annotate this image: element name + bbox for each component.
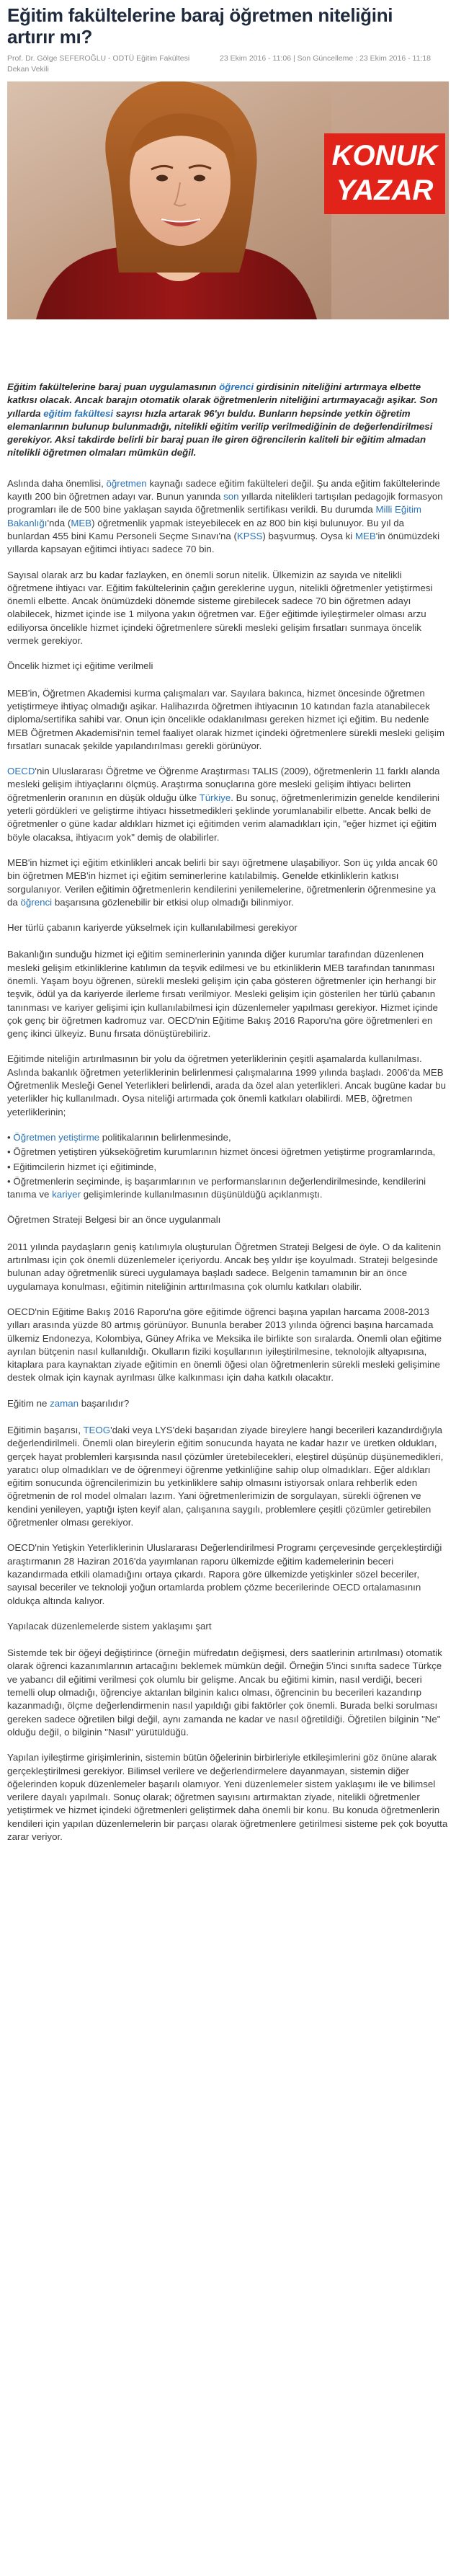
author-line[interactable]: Prof. Dr. Gölge SEFEROĞLU - ODTÜ Eğitim Fakültesi Dekan Vekili <box>7 54 190 74</box>
paragraph: OECD'nin Eğitime Bakış 2016 Raporu'na göre eğitimde öğrenci başına yapılan harcama 2008-2013 yılları arasında yüzde 80 artmış görünüyor. Bununla beraber 2013 yılında öğrenci başına harcamada ülkemiz Endonezya, Kolombiya, Güney Afrika ve Meksika ile birlikte son sıralarda. Önemli olan eğitime ayrılan bütçenin nasıl kullanıldığı. Okulların fiziki koşullarının iyileştirilmesine, teknolojik altyapısına, kitaplara para kaynaktan ziyade eğitimin en önemli öğesi olan öğretmenlerin sürekli mesleki gelişimine destek olmak için kaynak ayrılması ülke kalkınması için daha katkılı olacaktır. <box>7 1306 442 1384</box>
link-kpss[interactable]: KPSS <box>236 530 263 541</box>
subheading: Eğitim ne zaman başarılıdır? <box>7 1397 130 1409</box>
list-item: • Öğretmen yetiştirme politikalarının belirlenmesinde, <box>7 1131 231 1143</box>
badge-line1: KONUK <box>331 140 438 172</box>
link-egitim-fakultesi[interactable]: eğitim fakültesi <box>43 407 114 419</box>
subheading: Her türlü çabanın kariyerde yükselmek için kullanılabilmesi gerekiyor <box>7 922 298 934</box>
paragraph: 2011 yılında paydaşların geniş katılımıyla oluşturulan Öğretmen Strateji Belgesi de öyle. O da kalitenin artırılması için çok önemli düzenlemeler içeriyordu. Ancak beş yıldır işe koyulmadı. Strateji belgesinde bulunan aday öğretmenlik süreci uygulamaya başladı sadece. Belgenin tamamının bir an önce uygulamaya konulması, eğitimin niteliğinin arttırılmasına çok olumlu katkıları olabilir. <box>7 1241 442 1292</box>
list-item: • Öğretmen yetiştiren yükseköğretim kurumlarının hizmet öncesi öğretmen yetiştirme programlarında, <box>7 1146 436 1158</box>
publish-dates: 23 Ekim 2016 - 11:06 | Son Güncelleme : 23 Ekim 2016 - 11:18 <box>220 54 432 63</box>
guest-writer-banner <box>7 81 449 319</box>
link-ogrenci[interactable]: öğrenci <box>219 381 254 392</box>
article-body <box>7 381 449 1856</box>
link-teog[interactable]: TEOG <box>83 1425 111 1435</box>
author-portrait <box>7 81 449 319</box>
badge-line2: YAZAR <box>336 174 434 206</box>
link-zaman[interactable]: zaman <box>50 1397 79 1409</box>
list-item: • Eğitimcilerin hizmet içi eğitiminde, <box>7 1161 157 1172</box>
paragraph: Bakanlığın sunduğu hizmet içi eğitim seminerlerinin yanında diğer kurumlar tarafından düzenlenen mesleki gelişim etkinliklerine katılımın da teşvik edilmesi ve bu etkinliklerin MEB tarafından tanınması önemli. Yaşam boyu öğrenen, sürekli mesleki gelişim için çaba gösteren öğretmenler için herhangi bir teşvik, ödül ya da kariyerde ilerleme fırsatı verilmiyor. Mesleki gelişim için gösterilen her türlü çabanın tanınması ve kariyer gelişimi için kullanılabilmesi için düzenlemeler yapılması gerekiyor. Hizmet içinde çok genç bir öğretmen kadromuz var. OECD'nin Eğitime Bakış 2016 Raporu'na göre öğretmenleri en genç ikinci ülkeyiz. Bunu fırsata dönüştürebiliriz. <box>7 949 438 1040</box>
link-meb[interactable]: MEB <box>354 530 376 541</box>
paragraph: Sistemde tek bir öğeyi değiştirince (örneğin müfredatın değişmesi, ders saatlerinin artırılması) otomatik olarak öğrenci kazanımlarının artacağını beklemek mümkün değil. Örneğin 5'inci sınıfta sadece Türkçe ve yabancı dil eğitimi verilmesi çok olumlu bir gelişme. Ancak bu eğitimi kimin, nasıl verdiği, beceri temelli olup olmadığı, öğrenciye aktarılan bilginin kalıcı olması, öğrencinin bu becerileri kazandırıp kazanmadığı, ölçme değerlendirmenin nasıl yapıldığı gibi faktörler çok önemli. Burada belki sorulması gereken sadece öğretilen bilgi değil, aynı zamanda ne kadar ve nasıl öğretildiği. Öğretilen bilginin "Ne" olduğu değil, o bilginin "Nasıl" yürütüldüğü. <box>7 1647 442 1738</box>
konuk-yazar-badge <box>324 133 445 214</box>
subheading: Öncelik hizmet içi eğitime verilmeli <box>7 660 153 672</box>
link-turkiye[interactable]: Türkiye <box>199 792 231 803</box>
link-ogrenci[interactable]: öğrenci <box>20 896 53 908</box>
subheading: Öğretmen Strateji Belgesi bir an önce uygulanmalı <box>7 1214 221 1226</box>
link-milli-egitim-bakanligi[interactable]: Milli Eğitim Bakanlığı <box>7 504 421 528</box>
paragraph: Aslında daha önemlisi, öğretmen kaynağı sadece eğitim fakülteleri değil. Şu anda eğitim fakültelerinde kayıtlı 200 bin öğretmen adayı var. Bunun yanında son yıllarda nitelikleri tartışılan pedagojik formasyon programları ile de 500 bine yaklaşan sayıda öğretmenlik sertifikası verildi. Bu durumda Milli Eğitim Bakanlığı'nda (MEB) öğretmenlik yapmak isteyebilecek en az 800 bin kişi bulunuyor. Bu yıl da bunlardan 455 bini Kamu Personeli Seçme Sınavı'na (KPSS) başvurmuş. Oysa ki MEB'in önümüzdeki yıllarda kapsayan eğitimci ihtiyacı sadece 70 bin. <box>7 477 443 555</box>
paragraph: OECD'nin Yetişkin Yeterliklerinin Uluslararası Değerlendirilmesi Programı çerçevesinde gerçekleştirdiği araştırmanın 28 Haziran 2016'da yayımlanan raporu ülkemizde eğitim kademelerinin beceri kazandırmada etkili olamadığını ortaya çıkardı. Rapora göre ülkemizde yetişkinler sözel beceriler, sayısal beceriler ve teknoloji yoğun ortamlarda problem çözme becerilerinde OECD ortalamasının oldukça altında kalıyor. <box>7 1542 442 1606</box>
paragraph: Sayısal olarak arz bu kadar fazlayken, en önemli sorun nitelik. Ülkemizin az sayıda ve nitelikli öğretmene ihtiyacı var. Eğitim fakültelerinin çağın gereklerine uygun, nitelikli öğretmenler yetiştirmesi önemli elbette. Ancak önümüzdeki dönemde sisteme girebilecek sadece 70 bin öğretmen adayı olabilecek, hizmet içinde ise 1 milyona yakın öğretmen var. Eğer eğitimde iyileştirmeler olması arzu ediliyorsa öncelikle hizmet içindeki öğretmenlere sürekli mesleki gelişim fırsatları sunmaya öncelik vermek gerekiyor. <box>7 569 433 647</box>
subheading: Yapılacak düzenlemelerde sistem yaklaşımı şart <box>7 1620 212 1632</box>
link-kariyer[interactable]: kariyer <box>52 1189 81 1200</box>
competency-list <box>7 1131 449 1201</box>
link-ogretmen[interactable]: öğretmen <box>106 477 147 489</box>
paragraph: MEB'in hizmet içi eğitim etkinlikleri ancak belirli bir sayı öğretmene ulaşabiliyor. Son üç yılda ancak 60 bin öğretmen MEB'in hizmet içi eğitim seminerlerine katılabilmiş. Genelde etkinliklerin katkısı sorgulanıyor. Verilen eğitimin öğretmenlerin kendilerini yenilemelerine, öğretmenlerin öğrenmesine ya da öğrenci başarısına gözlenebilir bir etkisi olup olmadığı bilinmiyor. <box>7 857 438 908</box>
link-ogretmen-yetistirme[interactable]: Öğretmen yetiştirme <box>13 1131 100 1143</box>
list-item: • Öğretmenlerin seçiminde, iş başarımlarının ve performanslarının değerlendirilmesinde, kendilerini tanıma ve kariyer gelişimlerinde kullanılmasının düşünüldüğü açıklanmıştı. <box>7 1175 426 1200</box>
article-lead: Eğitim fakültelerine baraj puan uygulamasının öğrenci girdisinin niteliğini artırmaya elbette katkısı olacak. Ancak barajın otomatik olarak öğretmenlerin niteliğini artırmayacağı aşikar. Son yıllarda eğitim fakültesi sayısı hızla artarak 96'yı buldu. Bunların hepsinde yetkin öğretim elemanlarının bulunup bulunmadığı, nitelikli eğitim verilip verilmediğinin de değerlendirilmesi gerekiyor. Aksi takdirde belirli bir baraj puan ile giren öğrencilerin kaliteli bir eğitim almadan nitelikli öğretmen olmaları mümkün değil. <box>7 381 438 459</box>
link-meb[interactable]: MEB <box>71 517 92 528</box>
paragraph: MEB'in, Öğretmen Akademisi kurma çalışmaları var. Sayılara bakınca, hizmet öncesinde öğretmen yetiştirmeye ihtiyaç olmadığı aşikar. Halihazırda öğretmen ihtiyacının 10 katından fazla atanabilecek diploma/sertifika sahibi var. Onun için öncelikle odaklanılması gereken hizmet içi eğitim. Bu nedenle MEB Öğretmen Akademisi'nin temel faaliyet olarak hizmet içindeki öğretmenlere sürekli mesleki gelişim fırsatları sunacak şekilde yapılandırılması gerekli görünüyor. <box>7 687 445 751</box>
link-oecd[interactable]: OECD <box>7 766 35 777</box>
article-title: Eğitim fakültelerine baraj öğretmen niteliğini artırır mı? <box>7 4 393 48</box>
paragraph: Eğitimin başarısı, TEOG'daki veya LYS'deki başarıdan ziyade bireylere hangi becerileri kazandırdığıyla değerlendirilmeli. Önemli olan bireylerin eğitim sonucunda hayata ne kadar hazır ve üretken oldukları, gerçek hayat problemleri karşısında nasıl çözümler üretebilecekleri, eleştirel düşünüp düşünemedikleri, yaratıcı olup olmadıkları ve de öğrenmeyi öğrenme yetkinliğine sahip olup olmadıkları. Eğer aldıkları eğitim sonucunda öğrencilerimizin bu yetkinliklere sahip olmasını istiyorsak onlara rehberlik eden öğretmenin de rol model olmaları lazım. Yani öğretmenlerimizin de sorgulayan, sürekli öğrenen ve kendini yenileyen, yaptığı işten keyif alan, çalışanına saygılı, problemlere çeşitli çözümler getirebilen öğretmenler olması gerekiyor. <box>7 1425 444 1528</box>
paragraph: Eğitimde niteliğin artırılmasının bir yolu da öğretmen yeterliklerinin çeşitli aşamalarda kullanılması. Aslında bakanlık öğretmen yeterliklerinin belirlenmesi çalışmalarına 1999 yılında başladı. 2006'da MEB Öğretmenlik Mesleği Genel Yeterlikleri belirlendi, arada da özel alan yeterlikleri. Ancak bugüne kadar bu yeterlikler hiç kullanılmadı. Oysa niteliği artırmada çok önemli katkıları olabilirdi. MEB, öğretmen yeterliklerinin; <box>7 1053 447 1117</box>
link-son[interactable]: son <box>223 491 239 503</box>
paragraph: Yapılan iyileştirme girişimlerinin, sistemin bütün öğelerinin birbirleriyle etkileşimlerini göz önüne alarak gerçekleştirilmesi gerekiyor. Bilimsel verilere ve değerlendirmelere dayanmayan, sistemin diğer öğelerinden kopuk düzenlemeler başarılı olamıyor. Yeni düzenlemeler sistem yaklaşımı ile ve bilimsel verilere dayalı yapılmalı. Sonuç olarak; öğretmen sayısını artırmaktan ziyade, nitelikli öğretmenler yetiştirmek ve hizmet içindeki öğretmenleri geliştirmek daha önemli bir konu. Bu konuda öğretmenlerin kendileri için yapılan düzenlemelerin bir parçası olarak öğretmenlere getirilmesi sisteme pek çok boyutta zarar veriyor. <box>7 1752 448 1843</box>
paragraph: OECD'nin Uluslararası Öğretme ve Öğrenme Araştırması TALIS (2009), öğretmenlerin 11 farklı alanda mesleki gelişim ihtiyaçlarını ölçmüş. Araştırma sonuçlarına göre mesleki gelişim ihtiyacı belirten öğretmenlerin oranının en düşük olduğu ülke Türkiye. Bu sonuç, öğretmenlerimizin genelde kendilerini yeterli gördükleri ve geliştirme ihtiyacı hissetmedikleri şeklinde yorumlanabilir elbette. Ancak belki de öğretmenler o güne kadar aldıkları hizmet içi eğitimden verim alamadıkları için, "eğer hizmet içi eğitim böyle olacaksa, ihtiyacım yok" demiş de olabilirler. <box>7 766 440 843</box>
